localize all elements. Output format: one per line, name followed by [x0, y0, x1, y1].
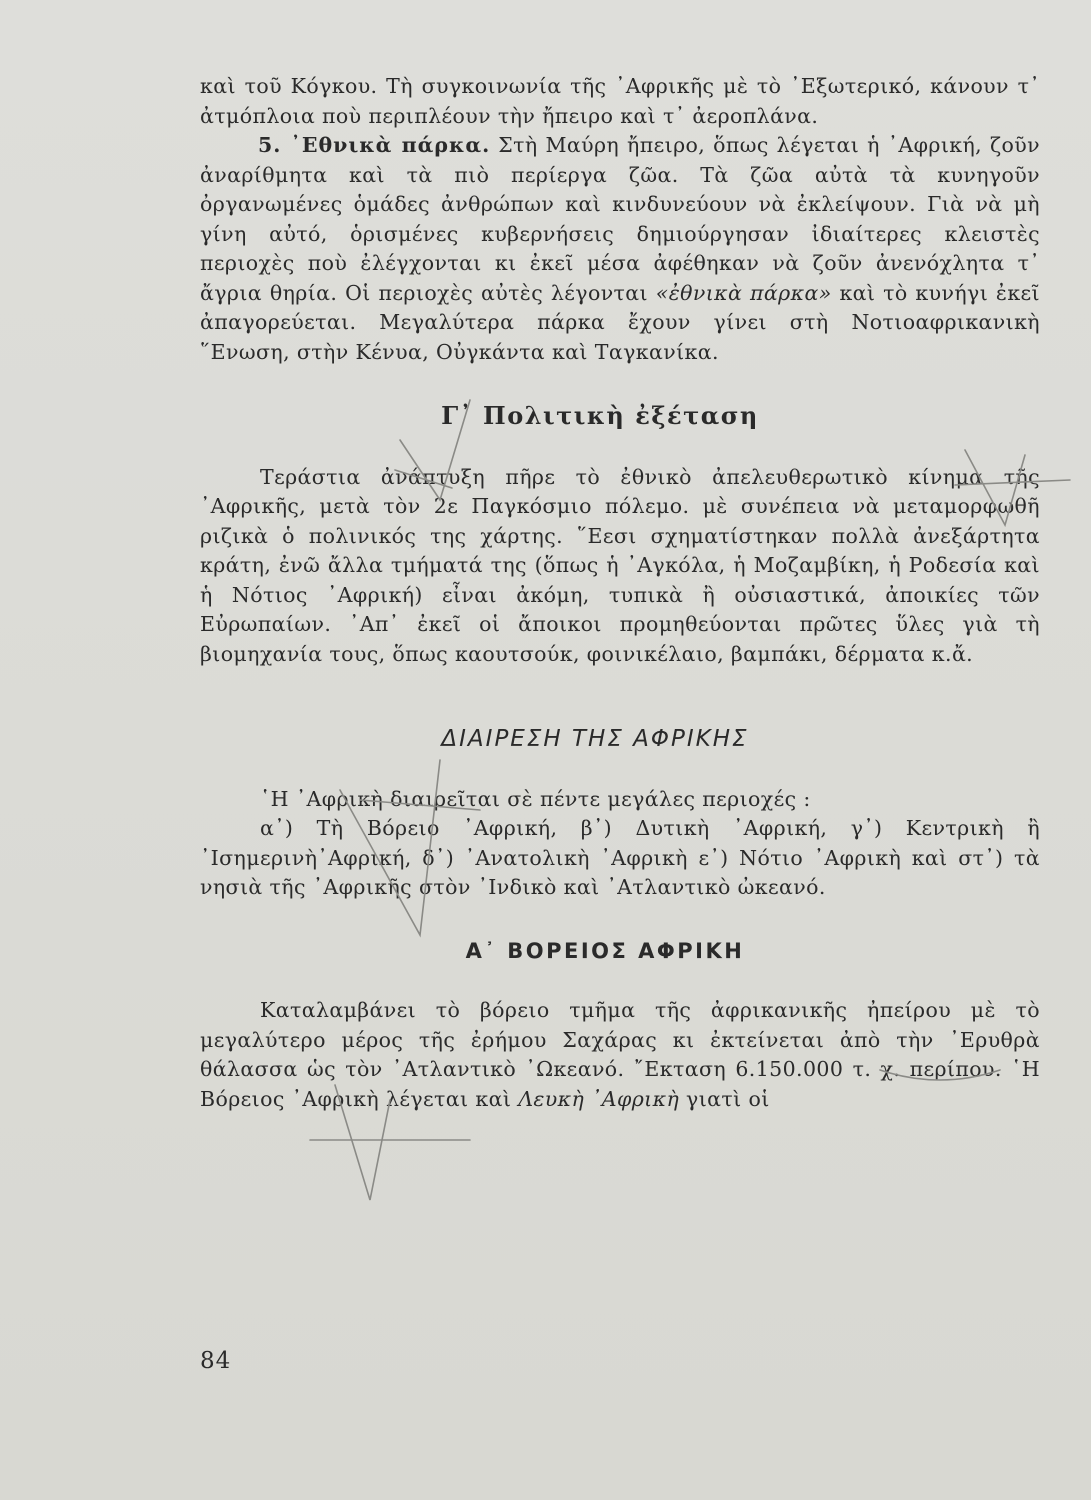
- page-text: [200, 72, 1040, 1114]
- paragraph-political: Τεράστια ἀνάπτυξη πῆρε τὸ ἐθνικὸ ἀπελευθερωτικὸ κίνημα τῆς ᾿Αφρικῆς, μετὰ τὸν 2ε Παγκόσμιο πόλεμο. μὲ συνέπεια νὰ μεταμορφωθῆ ριζικὰ ὁ πολινικός της χάρτης. ῞Εεσι σχηματίστηκαν πολλὰ ἀνεξάρτητα κράτη, ἐνῶ ἄλλα τμήματά της (ὅπως ἡ ᾿Αγκόλα, ἡ Μοζαμβίκη, ἡ Ροδεσία καὶ ἡ Νότιος ᾿Αφρική) εἶναι ἀκόμη, τυπικὰ ἢ οὐσιαστικά, ἀποικίες τῶν Εὐρωπαίων. ᾿Απ᾿ ἐκεῖ οἱ ἄποικοι προμηθεύονται πρῶτες ὕλες γιὰ τὴ βιομηχανία τους, ὅπως καουτσούκ, φοινικέλαιο, βαμπάκι, δέρματα κ.ἄ.: [200, 464, 1040, 666]
- heading-political: Γ᾿ Πολιτικὴ ἐξέταση: [441, 401, 759, 430]
- parks-text-b: καὶ τὸ κυνήγι ἐκεῖ ἀπαγορεύεται. Μεγαλύτερα πάρκα ἔχουν γίνει στὴ Νοτιοαφρικανικὴ ῞Ενωση, στὴν Κένυα, Οὐγκάντα καὶ Ταγκανίκα.: [200, 280, 1040, 364]
- heading-north-africa: Α᾿ ΒΟΡΕΙΟΣ ΑΦΡΙΚΗ: [465, 938, 745, 963]
- parks-heading: 5. ᾿Εθνικὰ πάρκα.: [258, 133, 491, 157]
- paragraph-national-parks: [200, 131, 1040, 367]
- parks-italic-term: «ἐθνικὰ πάρκα»: [655, 280, 832, 305]
- paragraph-transport: καὶ τοῦ Κόγκου. Τὴ συγκοινωνία τῆς ᾿Αφρικῆς μὲ τὸ ᾿Εξωτερικό, κάνουν τ᾿ ἀτμόπλοια ποὺ περιπλέουν τὴν ἤπειρο καὶ τ᾿ ἀεροπλάνα.: [200, 74, 1040, 128]
- heading-division: ΔΙΑΙΡΕΣΗ ΤΗΣ ΑΦΡΙΚΗΣ: [441, 726, 749, 752]
- page-number: 84: [200, 1348, 232, 1374]
- north-text-a: Καταλαμβάνει τὸ βόρειο τμῆμα τῆς ἀφρικανικῆς ἠπείρου μὲ τὸ μεγαλύτερο μέρος τῆς ἐρήμου Σαχάρας κι ἐκτείνεται ἀπὸ τὴν ᾿Ερυθρὰ θάλασσα ὡς τὸν ᾿Ατλαντικὸ ᾿Ωκεανό. ῎Εκταση 6.150.000 τ. χ. περίπου. ῾Η Βόρειος ᾿Αφρικὴ λέγεται καὶ: [200, 998, 1040, 1111]
- paragraph-division-list: α᾿) Τὴ Βόρειο ᾿Αφρική, β᾿) Δυτικὴ ᾿Αφρική, γ᾿) Κεντρικὴ ἢ ᾿Ισημερινὴ᾿Αφρική, δ᾿) ᾿Ανατολικὴ ᾿Αφρικὴ ε᾿) Νότιο ᾿Αφρικὴ καὶ στ᾿) τὰ νησιὰ τῆς ᾿Αφρικῆς στὸν ᾿Ινδικὸ καὶ ᾿Ατλαντικὸ ὠκεανό.: [200, 816, 1040, 899]
- paragraph-division-intro: ῾Η ᾿Αφρικὴ διαιρεῖται σὲ πέντε μεγάλες περιοχές :: [260, 786, 811, 811]
- paragraph-north-africa: [200, 996, 1040, 1114]
- parks-text-a: Στὴ Μαύρη ἤπειρο, ὅπως λέγεται ἡ ᾿Αφρική, ζοῦν ἀναρίθμητα καὶ τὰ πιὸ περίεργα ζῶα. Τὰ ζῶα αὐτὰ τὰ κυνηγοῦν ὀργανωμένες ὁμάδες ἀνθρώπων καὶ κινδυνεύουν νὰ ἐκλείψουν. Γιὰ νὰ μὴ γίνη αὐτό, ὁρισμένες κυβερνήσεις δημιούργησαν ἰδιαίτερες κλειστὲς περιοχὲς ποὺ ἐλέγχονται κι ἐκεῖ μέσα ἀφέθηκαν νὰ ζοῦν ἀνενόχλητα τ᾿ ἄγρια θηρία. Οἱ περιοχὲς αὐτὲς λέγονται: [200, 133, 1040, 305]
- north-text-b: γιατὶ οἱ: [679, 1086, 770, 1111]
- north-italic-term: Λευκὴ ᾿Αφρικὴ: [518, 1086, 680, 1111]
